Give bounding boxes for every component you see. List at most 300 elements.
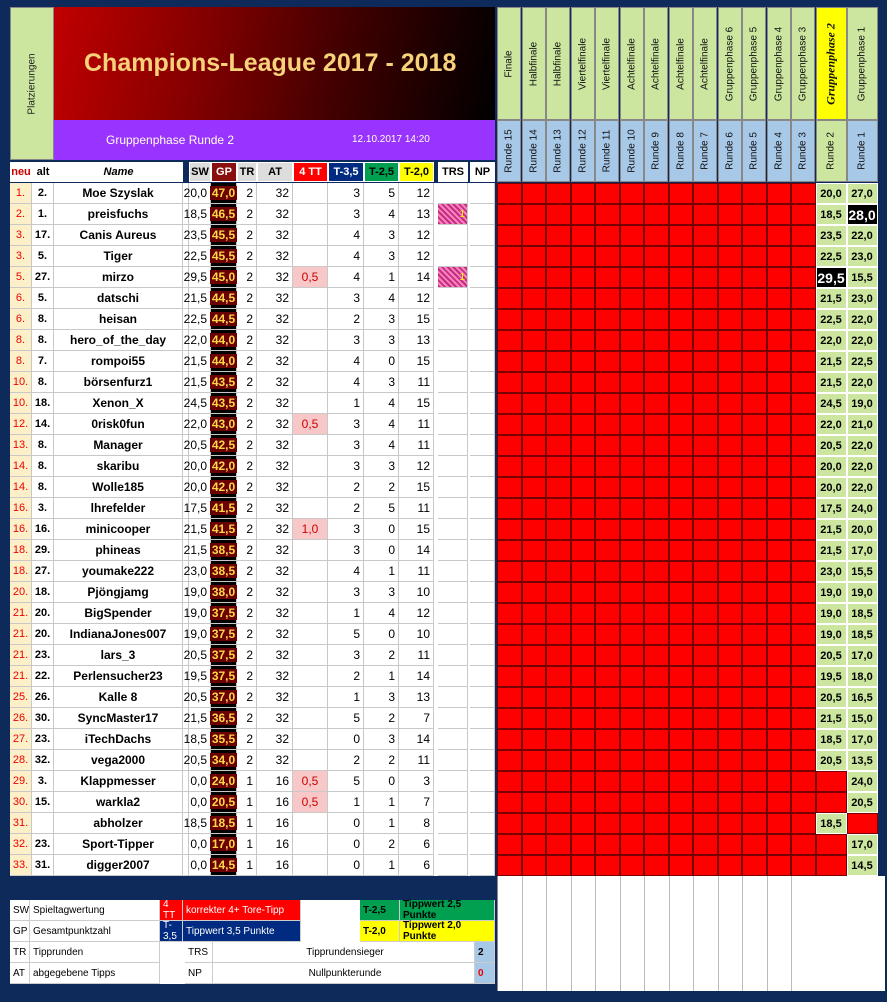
table-row[interactable]	[10, 519, 495, 540]
cell-sw: 18,5	[189, 204, 211, 225]
cell-trs	[438, 477, 468, 498]
score-r2: 18,5	[816, 729, 847, 750]
cell-gp	[211, 456, 237, 477]
cell-tt	[293, 456, 328, 477]
round-cell-empty	[718, 771, 743, 792]
round-cell-empty	[620, 351, 645, 372]
round-cell-empty	[742, 834, 767, 855]
cell-np	[470, 750, 495, 771]
round-cell-empty	[571, 666, 596, 687]
round-cell-empty	[669, 792, 694, 813]
cell-trs	[438, 351, 468, 372]
cell-neu: 33.	[10, 855, 32, 876]
cell-name: BigSpender	[54, 603, 183, 624]
round-cell-empty	[620, 414, 645, 435]
cell-sw: 0,0	[189, 855, 211, 876]
cell-np	[470, 414, 495, 435]
table-row[interactable]	[10, 624, 495, 645]
legend-t35-t: Tippwert 3,5 Punkte	[183, 921, 301, 942]
table-row[interactable]	[10, 666, 495, 687]
cell-gp	[211, 771, 237, 792]
round-cell-empty	[644, 267, 669, 288]
round-cell-empty	[595, 477, 620, 498]
header-t35: T-3,5	[328, 162, 364, 182]
score-r1: 18,0	[847, 666, 878, 687]
phase-header	[522, 7, 546, 120]
round-cell-empty	[620, 792, 645, 813]
round-cell-empty	[693, 792, 718, 813]
round-cell-empty	[669, 729, 694, 750]
cell-tr: 2	[237, 519, 257, 540]
cell-tr: 2	[237, 456, 257, 477]
cell-alt: 8.	[32, 456, 54, 477]
phase-label: Viertelfinale	[577, 37, 588, 90]
cell-tr: 2	[237, 288, 257, 309]
round-cell-empty	[767, 645, 792, 666]
score-r1	[847, 813, 878, 834]
round-subtitle: Gruppenphase Runde 2	[106, 133, 235, 147]
cell-t35: 3	[328, 414, 364, 435]
cell-t25: 0	[364, 519, 399, 540]
cell-t35: 1	[328, 393, 364, 414]
table-row[interactable]	[10, 372, 495, 393]
placements-side-label	[10, 7, 54, 160]
cell-t20: 11	[399, 414, 434, 435]
table-row[interactable]	[10, 246, 495, 267]
cell-at: 32	[257, 540, 293, 561]
grid-divider	[693, 876, 694, 991]
score-r2: 23,5	[816, 225, 847, 246]
cell-trs	[438, 288, 468, 309]
cell-tt	[293, 435, 328, 456]
phase-header	[767, 7, 791, 120]
round-cell-empty	[546, 687, 571, 708]
table-row[interactable]	[10, 498, 495, 519]
round-cell-empty	[522, 393, 547, 414]
table-row[interactable]	[10, 834, 495, 855]
round-cell-empty	[742, 708, 767, 729]
cell-t20: 15	[399, 393, 434, 414]
cell-np	[470, 582, 495, 603]
cell-alt: 7.	[32, 351, 54, 372]
round-cell-empty	[742, 204, 767, 225]
round-cell-empty	[767, 183, 792, 204]
round-label: Runde 3	[797, 132, 809, 170]
table-row[interactable]	[10, 393, 495, 414]
cell-t25: 4	[364, 414, 399, 435]
round-cell-empty	[620, 603, 645, 624]
round-cell-empty	[669, 267, 694, 288]
round-cell-empty	[742, 246, 767, 267]
legend-at: AT	[10, 963, 30, 984]
round-cell-empty	[669, 456, 694, 477]
cell-gp	[211, 435, 237, 456]
gp-value: 37,5	[211, 606, 236, 620]
cell-sw: 20,5	[189, 645, 211, 666]
round-cell-empty	[595, 729, 620, 750]
cell-sw: 22,0	[189, 330, 211, 351]
table-row[interactable]	[10, 435, 495, 456]
table-row[interactable]	[10, 750, 495, 771]
round-cell-empty	[767, 666, 792, 687]
round-cell-empty	[571, 498, 596, 519]
round-cell-empty	[767, 519, 792, 540]
cell-gp	[211, 540, 237, 561]
score-r1: 24,0	[847, 498, 878, 519]
cell-tt	[293, 582, 328, 603]
round-cell-empty	[742, 666, 767, 687]
legend-gp-t: Gesamtpunktzahl	[30, 921, 160, 942]
round-cell-empty	[791, 645, 816, 666]
cell-at: 32	[257, 393, 293, 414]
legend-gp: GP	[10, 921, 30, 942]
gp-value: 36,5	[211, 711, 236, 725]
round-cell-empty	[571, 540, 596, 561]
cell-tt	[293, 855, 328, 876]
table-row[interactable]	[10, 330, 495, 351]
round-cell-empty	[693, 603, 718, 624]
cell-gp	[211, 813, 237, 834]
score-r1: 23,0	[847, 288, 878, 309]
cell-t20: 10	[399, 624, 434, 645]
cell-sw: 23,5	[189, 225, 211, 246]
round-cell-empty	[497, 666, 522, 687]
cell-neu: 28.	[10, 750, 32, 771]
round-cell-empty	[718, 624, 743, 645]
cell-tr: 2	[237, 330, 257, 351]
cell-t35: 2	[328, 750, 364, 771]
round-cell-empty	[571, 414, 596, 435]
table-row[interactable]	[10, 645, 495, 666]
cell-alt: 8.	[32, 330, 54, 351]
score-r1: 15,5	[847, 561, 878, 582]
round-cell-empty	[791, 393, 816, 414]
cell-gp	[211, 414, 237, 435]
round-cell-empty	[522, 708, 547, 729]
round-cell-empty	[767, 729, 792, 750]
round-cell-empty	[718, 435, 743, 456]
cell-np	[470, 855, 495, 876]
round-cell-empty	[669, 813, 694, 834]
round-cell-empty	[669, 603, 694, 624]
round-cell-empty	[571, 246, 596, 267]
gp-value: 20,5	[211, 795, 236, 809]
cell-sw: 0,0	[189, 834, 211, 855]
round-cell-empty	[497, 477, 522, 498]
phase-label: Viertelfinale	[601, 37, 613, 90]
table-row[interactable]	[10, 309, 495, 330]
table-row[interactable]	[10, 561, 495, 582]
cell-t35: 3	[328, 435, 364, 456]
round-cell-empty	[571, 813, 596, 834]
table-row[interactable]	[10, 414, 495, 435]
table-row[interactable]	[10, 225, 495, 246]
cell-at: 32	[257, 372, 293, 393]
table-row[interactable]	[10, 204, 495, 225]
score-r2: 23,0	[816, 561, 847, 582]
round-cell-empty	[742, 540, 767, 561]
round-header	[816, 120, 847, 182]
cell-name: digger2007	[54, 855, 183, 876]
legend-sw: SW	[10, 900, 30, 921]
round-cell-empty	[791, 624, 816, 645]
round-cell-empty	[546, 435, 571, 456]
legend-t20-t: Tippwert 2,0 Punkte	[400, 921, 495, 942]
round-cell-empty	[693, 624, 718, 645]
cell-t20: 15	[399, 477, 434, 498]
cell-sw: 19,5	[189, 666, 211, 687]
phase-label: Gruppenphase 1	[856, 26, 868, 101]
cell-t35: 2	[328, 498, 364, 519]
round-cell-empty	[522, 456, 547, 477]
table-row[interactable]	[10, 582, 495, 603]
round-cell-empty	[571, 435, 596, 456]
phase-label: Finale	[503, 49, 515, 78]
round-cell-empty	[791, 309, 816, 330]
round-cell-empty	[620, 624, 645, 645]
score-r2: 21,5	[816, 288, 847, 309]
cell-t20: 6	[399, 855, 434, 876]
round-cell-empty	[497, 519, 522, 540]
cell-t35: 1	[328, 792, 364, 813]
table-row[interactable]	[10, 456, 495, 477]
cell-alt: 3.	[32, 498, 54, 519]
cell-np	[470, 246, 495, 267]
table-row[interactable]	[10, 288, 495, 309]
cell-t25: 5	[364, 183, 399, 204]
cell-np	[470, 771, 495, 792]
score-r1: 22,5	[847, 351, 878, 372]
table-row[interactable]	[10, 603, 495, 624]
cell-sw: 21,5	[189, 288, 211, 309]
legend-at-t: abgegebene Tipps	[30, 963, 160, 984]
round-cell-empty	[767, 792, 792, 813]
cell-tt	[293, 309, 328, 330]
score-r2: 21,5	[816, 708, 847, 729]
round-cell-empty	[791, 456, 816, 477]
round-cell-empty	[791, 477, 816, 498]
cell-name: vega2000	[54, 750, 183, 771]
score-r2: 19,0	[816, 582, 847, 603]
cell-alt: 32.	[32, 750, 54, 771]
round-cell-empty	[571, 771, 596, 792]
round-cell-empty	[718, 750, 743, 771]
cell-alt: 16.	[32, 519, 54, 540]
cell-np	[470, 834, 495, 855]
cell-t20: 3	[399, 771, 434, 792]
round-cell-empty	[742, 582, 767, 603]
round-cell-empty	[595, 183, 620, 204]
cell-name: börsenfurz1	[54, 372, 183, 393]
phase-label: Achtelfinale	[626, 37, 637, 90]
cell-t35: 3	[328, 204, 364, 225]
round-cell-empty	[767, 309, 792, 330]
cell-at: 32	[257, 288, 293, 309]
table-row[interactable]	[10, 351, 495, 372]
round-cell-empty	[693, 414, 718, 435]
table-row[interactable]	[10, 687, 495, 708]
round-cell-empty	[718, 561, 743, 582]
cell-name: Pjöngjamg	[54, 582, 183, 603]
cell-neu: 26.	[10, 708, 32, 729]
phase-label: Gruppenphase 5	[748, 26, 760, 101]
cell-tt	[293, 330, 328, 351]
cell-sw: 21,5	[189, 519, 211, 540]
gp-value: 43,0	[211, 417, 236, 431]
cell-np	[470, 456, 495, 477]
round-cell-empty	[644, 645, 669, 666]
round-cell-empty	[595, 771, 620, 792]
gp-value: 14,5	[211, 858, 236, 872]
cell-alt: 23.	[32, 645, 54, 666]
cell-np	[470, 204, 495, 225]
round-cell-empty	[718, 498, 743, 519]
round-label: Runde 7	[699, 132, 711, 170]
cell-tr: 2	[237, 414, 257, 435]
round-cell-empty	[693, 561, 718, 582]
cell-t20: 7	[399, 708, 434, 729]
score-r1: 21,0	[847, 414, 878, 435]
cell-name: Klappmesser	[54, 771, 183, 792]
gp-value: 38,5	[211, 564, 236, 578]
round-cell-empty	[595, 288, 620, 309]
cell-gp	[211, 561, 237, 582]
round-cell-empty	[669, 645, 694, 666]
gp-value: 44,5	[211, 312, 236, 326]
cell-np	[470, 288, 495, 309]
cell-t35: 3	[328, 540, 364, 561]
table-row[interactable]	[10, 708, 495, 729]
cell-neu: 25.	[10, 687, 32, 708]
round-cell-empty	[669, 561, 694, 582]
cell-at: 32	[257, 603, 293, 624]
cell-t35: 3	[328, 645, 364, 666]
round-cell-empty	[571, 645, 596, 666]
round-cell-empty	[791, 288, 816, 309]
cell-tr: 2	[237, 708, 257, 729]
score-r1: 27,0	[847, 183, 878, 204]
cell-at: 16	[257, 771, 293, 792]
table-row[interactable]	[10, 183, 495, 204]
cell-gp	[211, 330, 237, 351]
cell-t25: 2	[364, 834, 399, 855]
round-cell-empty	[669, 351, 694, 372]
round-cell-empty	[644, 708, 669, 729]
table-row[interactable]	[10, 771, 495, 792]
cell-at: 32	[257, 750, 293, 771]
legend-t20: T-2,0	[360, 921, 400, 942]
round-cell-empty	[669, 477, 694, 498]
round-cell-empty	[742, 435, 767, 456]
cell-neu: 21.	[10, 645, 32, 666]
round-cell-empty	[718, 603, 743, 624]
cell-trs	[438, 561, 468, 582]
table-row[interactable]	[10, 540, 495, 561]
round-cell-empty	[693, 183, 718, 204]
round-cell-empty	[767, 540, 792, 561]
cell-np	[470, 687, 495, 708]
table-row[interactable]	[10, 792, 495, 813]
round-cell-empty	[595, 834, 620, 855]
cell-tr: 2	[237, 582, 257, 603]
round-cell-empty	[693, 645, 718, 666]
round-cell-empty	[546, 624, 571, 645]
cell-gp	[211, 729, 237, 750]
cell-alt: 18.	[32, 393, 54, 414]
cell-sw: 29,5	[189, 267, 211, 288]
round-cell-empty	[546, 414, 571, 435]
cell-trs	[438, 855, 468, 876]
table-row[interactable]	[10, 267, 495, 288]
round-cell-empty	[644, 540, 669, 561]
cell-t25: 4	[364, 288, 399, 309]
round-header	[847, 120, 878, 182]
round-cell-empty	[497, 750, 522, 771]
cell-trs	[438, 708, 468, 729]
round-cell-empty	[718, 414, 743, 435]
table-row[interactable]	[10, 477, 495, 498]
phase-label: Halbfinale	[552, 41, 564, 86]
round-cell-empty	[791, 267, 816, 288]
cell-t35: 3	[328, 288, 364, 309]
legend-t25: T-2,5	[360, 900, 400, 921]
round-cell-empty	[644, 477, 669, 498]
round-cell-empty	[718, 456, 743, 477]
round-cell-empty	[522, 519, 547, 540]
round-header	[522, 120, 546, 182]
round-cell-empty	[693, 246, 718, 267]
grid-divider	[767, 876, 768, 991]
cell-alt: 1.	[32, 204, 54, 225]
cell-t35: 0	[328, 729, 364, 750]
cell-neu: 14.	[10, 456, 32, 477]
round-cell-empty	[718, 477, 743, 498]
cell-alt	[32, 813, 54, 834]
round-cell-empty	[742, 561, 767, 582]
round-cell-empty	[522, 666, 547, 687]
round-cell-empty	[767, 687, 792, 708]
table-row[interactable]	[10, 729, 495, 750]
cell-tt: 1,0	[293, 519, 328, 540]
cell-t20: 12	[399, 246, 434, 267]
cell-np	[470, 561, 495, 582]
cell-gp	[211, 624, 237, 645]
table-row[interactable]	[10, 855, 495, 876]
cell-trs	[438, 792, 468, 813]
gp-value: 47,0	[211, 186, 236, 200]
round-cell-empty	[791, 330, 816, 351]
round-cell-empty	[522, 246, 547, 267]
phase-label: Gruppenphase 2	[823, 22, 838, 105]
round-cell-empty	[669, 624, 694, 645]
cell-trs	[438, 813, 468, 834]
cell-t20: 10	[399, 582, 434, 603]
round-cell-empty	[718, 540, 743, 561]
cell-gp	[211, 393, 237, 414]
cell-sw: 19,0	[189, 582, 211, 603]
cell-name: Xenon_X	[54, 393, 183, 414]
cell-sw: 23,0	[189, 561, 211, 582]
round-cell-empty	[644, 456, 669, 477]
score-r2: 20,0	[816, 477, 847, 498]
round-label: Runde 10	[626, 129, 637, 173]
cell-at: 32	[257, 330, 293, 351]
cell-at: 32	[257, 624, 293, 645]
table-row[interactable]	[10, 813, 495, 834]
legend-t35: T-3,5	[160, 921, 183, 942]
cell-alt: 30.	[32, 708, 54, 729]
gp-value: 46,5	[211, 207, 236, 221]
